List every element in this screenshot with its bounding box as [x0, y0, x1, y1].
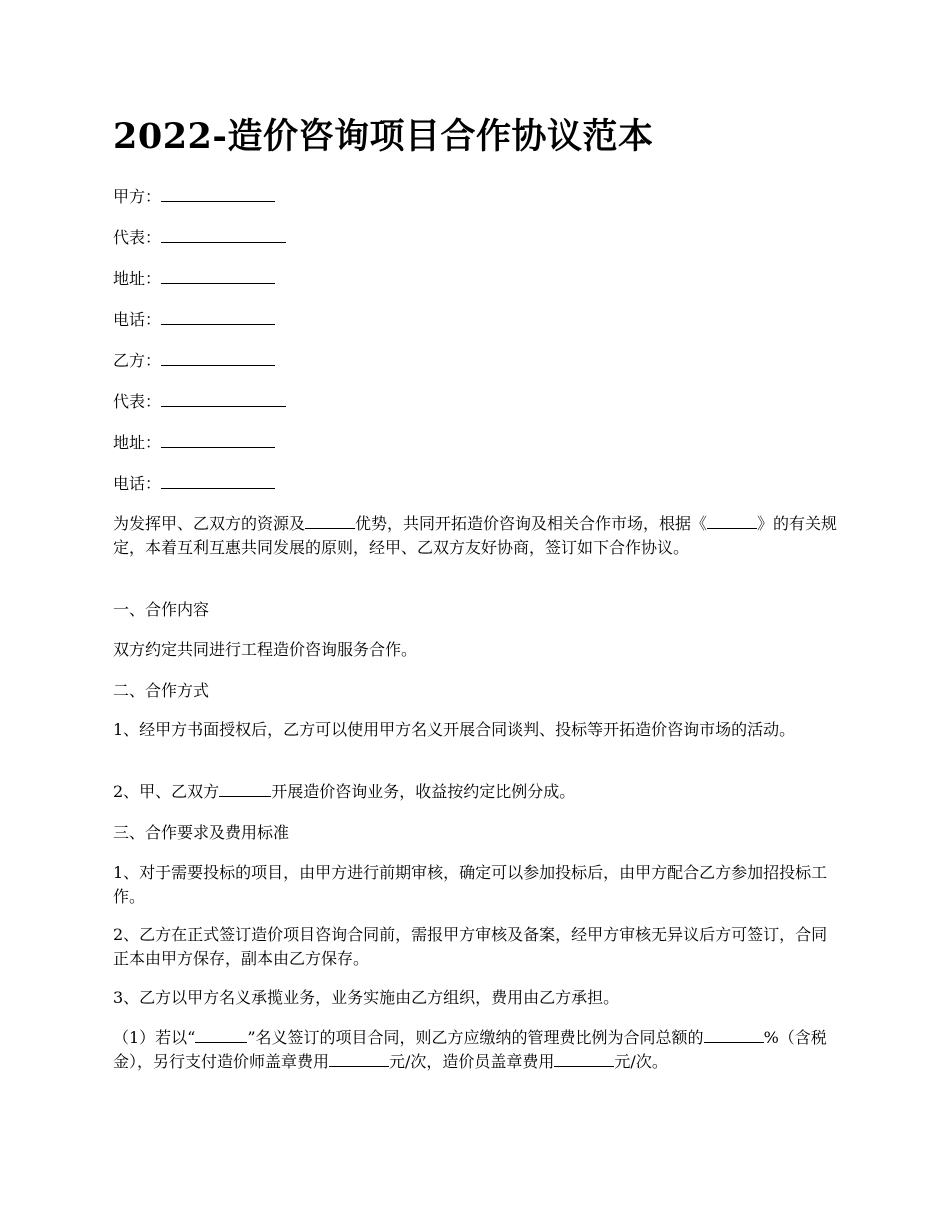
party-b-address-label: 地址：	[113, 433, 162, 452]
sub-1-text-e: 元/次。	[614, 1052, 668, 1071]
intro-paragraph	[113, 512, 838, 560]
party-b-rep-field	[113, 389, 286, 414]
party-a-address-field	[113, 266, 275, 291]
party-b-address-field	[113, 430, 275, 455]
intro-blank-2	[707, 513, 757, 529]
section-1-text: 双方约定共同进行工程造价咨询服务合作。	[113, 640, 418, 659]
section-2-heading: 二、合作方式	[113, 681, 210, 700]
sub-1-text-a: （1）若以“	[113, 1028, 196, 1047]
section-2-item-2-blank	[219, 781, 271, 797]
section-2-item-1: 1、经甲方书面授权后，乙方可以使用甲方名义开展合同谈判、投标等开拓造价咨询市场的活动。	[113, 720, 796, 739]
section-3-heading: 三、合作要求及费用标准	[113, 823, 290, 842]
party-b-rep-label: 代表：	[113, 392, 162, 411]
party-a-blank	[161, 184, 275, 202]
party-a-address-blank	[161, 266, 275, 284]
intro-text-2: 优势，共同开拓造价咨询及相关合作市场，根据《	[355, 514, 708, 533]
sub-1-text-d: 元/次，造价员盖章费用	[389, 1052, 555, 1071]
party-b-address-blank	[161, 430, 275, 448]
sub-1-blank-name	[195, 1027, 247, 1043]
section-3-item-2: 2、乙方在正式签订造价项目咨询合同前，需报甲方审核及备案，经甲方审核无异议后方可签订，合同正本由甲方保存，副本由乙方保存。	[113, 925, 828, 968]
sub-1-text-b: ”名义签订的项目合同，则乙方应缴纳的管理费比例为合同总额的	[247, 1028, 704, 1047]
party-a-phone-label: 电话：	[113, 310, 162, 329]
party-a-phone-field	[113, 307, 275, 332]
party-a-rep-label: 代表：	[113, 228, 162, 247]
section-2-item-2-text-a: 2、甲、乙双方	[113, 782, 220, 801]
intro-blank-1	[305, 513, 355, 529]
party-b-blank	[161, 348, 275, 366]
section-2-item-2-text-b: 开展造价咨询业务，收益按约定比例分成。	[271, 782, 576, 801]
sub-1-blank-fee-1	[329, 1051, 389, 1067]
party-b-field	[113, 348, 275, 373]
party-a-label: 甲方：	[113, 187, 162, 206]
section-1-heading: 一、合作内容	[113, 600, 210, 619]
sub-1-text-c: %（含税金），另行支付造价师盖章费用	[113, 1028, 827, 1071]
intro-text-3: 》的有关规定，本着互利互惠共同发展的原则，经甲、乙双方友好协商，签订如下合作协议。	[113, 514, 838, 557]
page-title: 2022-造价咨询项目合作协议范本	[113, 116, 654, 157]
party-a-rep-blank	[161, 225, 286, 243]
party-b-phone-label: 电话：	[113, 474, 162, 493]
party-a-field	[113, 184, 275, 209]
party-b-phone-blank	[161, 471, 275, 489]
sub-1-blank-rate-2	[748, 1027, 764, 1043]
intro-text-1: 为发挥甲、乙双方的资源及	[113, 514, 306, 533]
party-a-phone-blank	[161, 307, 275, 325]
section-2-item-2	[113, 780, 838, 804]
sub-1-blank-rate-1	[704, 1027, 748, 1043]
party-b-label: 乙方：	[113, 351, 162, 370]
party-b-rep-blank	[161, 389, 286, 407]
section-3-item-3: 3、乙方以甲方名义承揽业务，业务实施由乙方组织，费用由乙方承担。	[113, 988, 620, 1007]
party-b-phone-field	[113, 471, 275, 496]
sub-1-blank-fee-2	[554, 1051, 614, 1067]
section-3-item-1: 1、对于需要投标的项目，由甲方进行前期审核，确定可以参加投标后，由甲方配合乙方参加招投标工作。	[113, 863, 828, 906]
party-a-rep-field	[113, 225, 286, 250]
section-3-sub-1	[113, 1026, 838, 1074]
party-a-address-label: 地址：	[113, 269, 162, 288]
